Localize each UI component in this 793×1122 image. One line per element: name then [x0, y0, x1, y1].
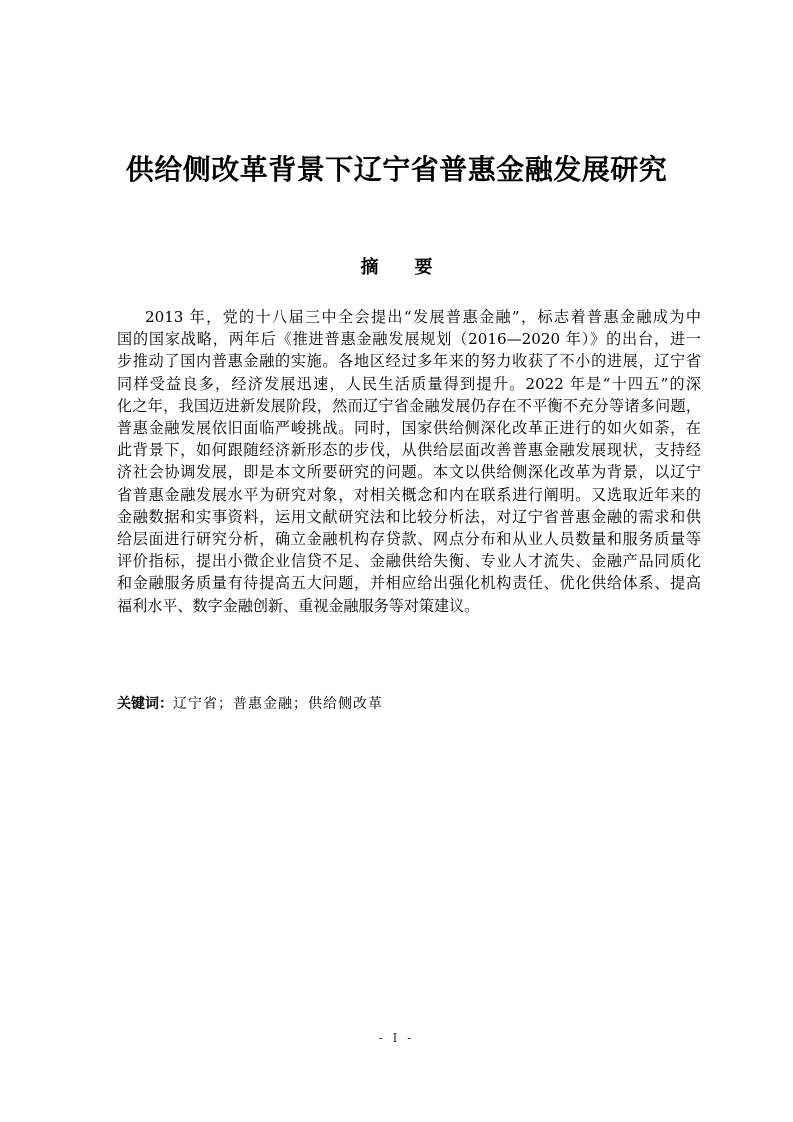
abstract-body	[117, 306, 701, 617]
abstract-line: 步推动了国内普惠金融的实施。各地区经过多年来的努力收获了不小的进展，辽宁省	[117, 352, 701, 371]
abstract-line: 此背景下，如何跟随经济新形态的步伐，从供给层面改善普惠金融发展现状，支持经	[117, 441, 701, 460]
abstract-line: 同样受益良多，经济发展迅速，人民生活质量得到提升。2022 年是“十四五”的深	[117, 374, 701, 393]
abstract-heading-char-1: 摘	[360, 257, 379, 278]
abstract-line: 普惠金融发展依旧面临严峻挑战。同时，国家供给侧深化改革正进行的如火如荼，在	[117, 419, 701, 438]
abstract-line: 2013 年，党的十八届三中全会提出“发展普惠金融”，标志着普惠金融成为中	[145, 308, 701, 326]
abstract-line: 福利水平、数字金融创新、重视金融服务等对策建议。	[117, 596, 480, 615]
abstract-line: 省普惠金融发展水平为研究对象，对相关概念和内在联系进行阐明。又选取近年来的	[117, 485, 701, 504]
abstract-heading-char-2: 要	[414, 257, 433, 278]
abstract-line: 评价指标，提出小微企业信贷不足、金融供给失衡、专业人才流失、金融产品同质化	[117, 552, 701, 571]
abstract-line: 给层面进行研究分析，确立金融机构存贷款、网点分布和从业人员数量和服务质量等	[117, 530, 701, 549]
keywords	[117, 694, 383, 714]
abstract-heading	[0, 256, 793, 280]
abstract-line: 化之年，我国迈进新发展阶段，然而辽宁省金融发展仍存在不平衡不充分等诸多问题，	[117, 396, 701, 415]
abstract-line: 国的国家战略，两年后《推进普惠金融发展规划（2016—2020 年）》的出台，进一	[117, 330, 701, 349]
keywords-value: 辽宁省；普惠金融；供给侧改革	[173, 696, 383, 712]
abstract-line: 济社会协调发展，即是本文所要研究的问题。本文以供给侧深化改革为背景，以辽宁	[117, 463, 701, 482]
abstract-line: 金融数据和实事资料，运用文献研究法和比较分析法，对辽宁省普惠金融的需求和供	[117, 507, 701, 526]
paper-title: 供给侧改革背景下辽宁省普惠金融发展研究	[125, 153, 668, 186]
keywords-label: 关键词：	[117, 696, 173, 712]
abstract-line: 和金融服务质量有待提高五大问题，并相应给出强化机构责任、优化供给体系、提高	[117, 574, 701, 593]
page-number: - I -	[378, 1031, 415, 1045]
